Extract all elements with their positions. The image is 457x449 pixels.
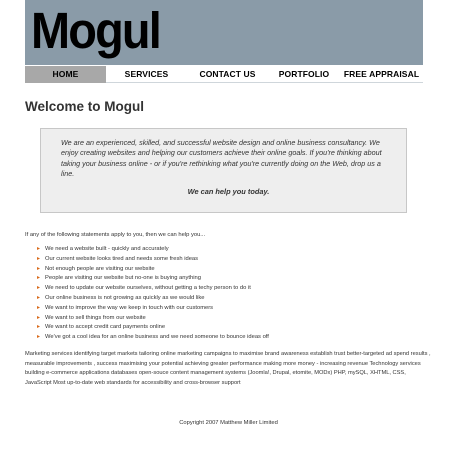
arrow-bullet-icon: ▸ — [37, 324, 41, 331]
nav-item-portfolio[interactable]: PORTFOLIO — [278, 69, 330, 79]
intro-text: We are an experienced, skilled, and successful website design and online business consultancy. We enjoy creating websites and helping our customers achieve their online goals. If you're thinking about taking your business online - or if you're rethinking what you're currently doing on the Web, drop us a line. — [61, 138, 382, 178]
intro-cta: We can help you today. — [187, 187, 270, 197]
list-item: ▸ Our online business is not growing as quickly as we would like — [37, 294, 269, 304]
nav-item-free-appraisal[interactable]: FREE APPRAISAL — [343, 69, 420, 79]
intro-box — [40, 128, 407, 213]
list-item: ▸ Our current website looks tired and needs some fresh ideas — [37, 255, 269, 265]
footer-copyright: Copyright 2007 Matthew Miller Limited — [179, 420, 278, 426]
nav-item-home[interactable]: HOME — [25, 66, 106, 83]
page-title: Welcome to Mogul — [25, 99, 145, 114]
list-item: ▸ We want to improve the way we keep in touch with our customers — [37, 304, 269, 314]
arrow-bullet-icon: ▸ — [37, 304, 41, 311]
arrow-bullet-icon: ▸ — [37, 275, 41, 282]
list-item: ▸ We need a website built - quickly and accurately — [37, 245, 269, 255]
list-item: ▸ People are visiting our website but no-one is buying anything — [37, 274, 269, 284]
list-item: ▸ We want to accept credit card payments online — [37, 323, 269, 333]
arrow-bullet-icon: ▸ — [37, 255, 41, 262]
main-nav — [25, 66, 423, 83]
page-header — [25, 0, 423, 83]
nav-item-contact-us[interactable]: CONTACT US — [199, 69, 256, 79]
site-logo[interactable]: Mogul — [31, 2, 160, 59]
arrow-bullet-icon: ▸ — [37, 285, 41, 292]
list-item: ▸ Not enough people are visiting our website — [37, 265, 269, 275]
arrow-bullet-icon: ▸ — [37, 265, 41, 272]
statement-list — [37, 245, 269, 343]
list-item: ▸ We need to update our website ourselves, without getting a techy person to do it — [37, 284, 269, 294]
arrow-bullet-icon: ▸ — [37, 294, 41, 301]
nav-item-services[interactable]: SERVICES — [124, 69, 169, 79]
list-item: ▸ We want to sell things from our website — [37, 314, 269, 324]
arrow-bullet-icon: ▸ — [37, 314, 41, 321]
arrow-bullet-icon: ▸ — [37, 334, 41, 341]
services-paragraph: Marketing services identifying target markets tailoring online marketing campaigns to maximise brand awareness establish trust better-targeted ad spend results , measurable improvements , success maximising your potential achieving greater performance making more money - increasing revenue Technology services building e-commerce applications databases open-souce content management systems (Joomla!, Drupal, etomite, MODx) PHP, mySQL, XHTML, CSS, JavaScript Most up-to-date web standards for accessibility and cross-browser support — [25, 351, 431, 386]
header-banner — [25, 0, 423, 65]
list-item: ▸ We've got a cool idea for an online business and we need someone to bounce ideas off — [37, 333, 269, 343]
lead-text: If any of the following statements apply to you, then we can help you... — [25, 232, 206, 238]
arrow-bullet-icon: ▸ — [37, 246, 41, 252]
